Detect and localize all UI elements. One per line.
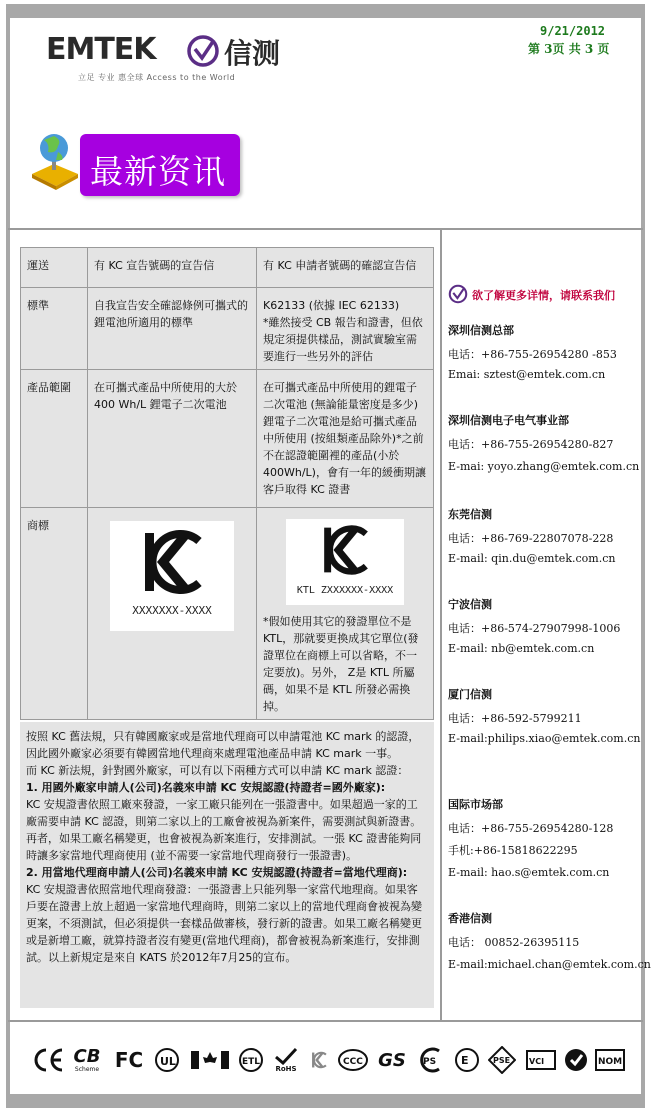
page-number: 第 3页 共 3 页 xyxy=(528,42,610,56)
rohs-icon xyxy=(270,1036,302,1084)
contact-heading-text: 欲了解更多详情，请联系我们 xyxy=(472,289,615,302)
nom-icon xyxy=(594,1036,626,1084)
fcc-text: FC xyxy=(114,1048,144,1072)
date: 9/21/2012 xyxy=(540,24,606,38)
latest-news-badge xyxy=(80,134,240,196)
contact-line: 电话：+86-755-26954280-827 xyxy=(448,438,614,451)
note-paragraph: 而 KC 新法規，針對國外廠家，可以有以下兩種方式可以申請 KC mark 認證： xyxy=(26,764,409,777)
contact-line[interactable]: Emai: sztest@emtek.com.cn xyxy=(448,368,606,381)
csa-icon xyxy=(190,1036,230,1084)
logo-mark-icon xyxy=(448,284,468,304)
contact-heading xyxy=(448,282,638,306)
top-border xyxy=(6,4,645,18)
etl-icon xyxy=(236,1036,266,1084)
ce-icon xyxy=(32,1036,64,1084)
contact-line[interactable]: E-mail: qin.du@emtek.com.cn xyxy=(448,552,616,565)
kc-small-icon xyxy=(308,1036,330,1084)
note-paragraph: KC 安規證書依照工廠來發證，一家工廠只能列在一張證書中。如果超過一家的工廠需要申請 KC 認證，則第二家以上的工廠會被視為新案件，需要測試與新證書。再者，如果工廠名稱變更，也會被視為新案進行，安排測試。一張 KC 證書能夠同時讓多家當地代理商使用 (並不需要一家當地代理商發行一張證書)。 xyxy=(26,798,422,862)
emtek-logo xyxy=(46,32,296,72)
svg-text:PS: PS xyxy=(423,1057,437,1067)
office-name: 国际市场部 xyxy=(448,798,503,811)
contact-line[interactable]: E-mail: hao.s@emtek.com.cn xyxy=(448,866,610,879)
note-heading: 2. 用當地代理商申請人(公司)名義來申請 KC 安規認證(持證者=當地代理商): xyxy=(26,866,408,879)
kc-mark-image xyxy=(110,521,234,631)
gs-icon xyxy=(376,1036,408,1084)
svg-text:CCC: CCC xyxy=(343,1057,363,1067)
bottom-border xyxy=(6,1094,645,1108)
svg-text:VCI: VCI xyxy=(529,1057,545,1066)
contact-line: 电话：+86-574-27907998-1006 xyxy=(448,622,621,635)
contact-line: 手机:+86-15818622295 xyxy=(448,844,578,857)
kc-logo-icon xyxy=(137,527,207,597)
kc-comparison-table xyxy=(20,247,434,720)
table-row xyxy=(21,370,434,508)
ktl-code: KTL ZXXXXXX-XXXX xyxy=(296,585,394,596)
kc-ktl-mark-image xyxy=(286,519,404,605)
ktl-note: *假如使用其它的發證單位不是KTL，那就要更換成其它單位(發證單位在商標上可以省略，不一定要放)。另外， Z是 KTL 所屬碼，如果不是 KTL 所發必需換掉。 xyxy=(263,615,419,713)
psb-icon xyxy=(414,1036,446,1084)
cell: 在可攜式產品中所使用的大於400 Wh/L 鋰電子二次電池 xyxy=(88,370,257,508)
contact-line: 电话：+86-755-26954280-128 xyxy=(448,822,614,835)
svg-text:UL: UL xyxy=(160,1055,176,1068)
svg-text:E: E xyxy=(461,1054,469,1067)
office-name: 香港信测 xyxy=(448,912,492,925)
contact-line: 电话：+86-769-22807078-228 xyxy=(448,532,614,545)
contact-line: 电话：+86-592-5799211 xyxy=(448,712,582,725)
certification-logos xyxy=(32,1036,632,1084)
cb-sub: Scheme xyxy=(74,1065,100,1073)
note-paragraph: 按照 KC 舊法規，只有韓國廠家或是當地代理商可以申請電池 KC mark 的認證，因此國外廠家必須要有韓國當地代理商來處理電池產品申請 KC mark 一事。 xyxy=(26,730,420,760)
cb-scheme-icon xyxy=(70,1036,104,1084)
office-name: 宁波信测 xyxy=(448,598,492,611)
cell: 商標 xyxy=(21,508,88,720)
logo-mark-icon xyxy=(186,34,220,68)
cell xyxy=(257,508,434,720)
contact-line[interactable]: E-mail: nb@emtek.com.cn xyxy=(448,642,595,655)
rohs-text: RoHS xyxy=(275,1065,297,1073)
note-paragraph: KC 安規證書依照當地代理商發證：一張證書上只能列舉一家當代地理商。如果客戶要在證書上放上超過一家當地代理商時，則第二家以上的當地代理商會被視為變更案，不須測試，但必須提供一套樣品做審核，發行新的證書。如果工廠名稱變更或是新增工廠，就算持證者沒有變更(當地代理商)，都會被視為新案進行，安排測試。以上新規定是來自 KATS 於2012年7月25的宣布。 xyxy=(26,883,422,964)
contact-line[interactable]: E-mail:philips.xiao@emtek.com.cn xyxy=(448,732,641,745)
vcci-icon xyxy=(524,1036,558,1084)
divider-vertical xyxy=(440,230,442,1020)
table-row xyxy=(21,288,434,370)
right-border xyxy=(641,4,645,1108)
ccc-icon xyxy=(336,1036,370,1084)
cell: 運送 xyxy=(21,248,88,288)
cell: 標準 xyxy=(21,288,88,370)
c-tick-icon xyxy=(562,1036,590,1084)
kc-rules-notes xyxy=(20,722,434,1008)
divider-top xyxy=(8,228,643,230)
contact-line: 电话：+86-755-26954280 -853 xyxy=(448,348,617,361)
cell: 有 KC 申請者號碼的確認宣告信 xyxy=(257,248,434,288)
cell xyxy=(88,508,257,720)
cell: 有 KC 宣告號碼的宣告信 xyxy=(88,248,257,288)
table-row xyxy=(21,248,434,288)
office-name: 东莞信测 xyxy=(448,508,492,521)
cell: 產品範圍 xyxy=(21,370,88,508)
gs-text: GS xyxy=(378,1049,406,1071)
cell: 自我宣告安全確認條例可攜式的鋰電池所適用的標準 xyxy=(88,288,257,370)
kc-logo-icon xyxy=(318,523,372,577)
contact-line[interactable]: E-mail:michael.chan@emtek.com.cn xyxy=(448,958,651,971)
pse-icon xyxy=(486,1036,518,1084)
left-border xyxy=(6,4,10,1108)
cell: K62133 (依據 IEC 62133) *雖然接受 CB 報告和證書，但依規定須提供樣品，測試實驗室需要進行一些另外的評估 xyxy=(257,288,434,370)
fcc-icon xyxy=(112,1036,146,1084)
contact-line[interactable]: E-mai: yoyo.zhang@emtek.com.cn xyxy=(448,460,640,473)
svg-text:ETL: ETL xyxy=(242,1057,261,1067)
office-name: 厦门信测 xyxy=(448,688,492,701)
ul-icon xyxy=(152,1036,182,1084)
table-row xyxy=(21,508,434,720)
office-name: 深圳信测总部 xyxy=(448,324,514,337)
cell: 在可攜式產品中所使用的鋰電子二次電池 (無論能量密度是多少)鋰電子二次電池是給可攜式產品中所使用 (按組類產品除外)*之前不在認證範圍裡的產品(小於400Wh/L)，會有一年的緩衝期讓客戶取得 KC 證書 xyxy=(257,370,434,508)
svg-text:PSE: PSE xyxy=(493,1056,511,1065)
svg-text:NOM: NOM xyxy=(598,1057,623,1067)
globe-icon xyxy=(28,130,82,192)
divider-bottom xyxy=(8,1020,643,1022)
kc-code: XXXXXXX-XXXX xyxy=(132,604,212,617)
slogan: 立足 专业 惠全球 Access to the World xyxy=(78,73,236,82)
cb-text: CB xyxy=(73,1045,101,1067)
note-heading: 1. 用國外廠家申請人(公司)名義來申請 KC 安規認證(持證者=國外廠家): xyxy=(26,781,386,794)
contact-line: 电话： 00852-26395115 xyxy=(448,936,580,949)
logo-cn: 信测 xyxy=(224,37,281,70)
logo-text: EMTEK xyxy=(46,32,156,67)
badge-label: 最新资讯 xyxy=(90,152,226,191)
e-mark-icon xyxy=(452,1036,482,1084)
office-name: 深圳信测电子电气事业部 xyxy=(448,414,569,427)
